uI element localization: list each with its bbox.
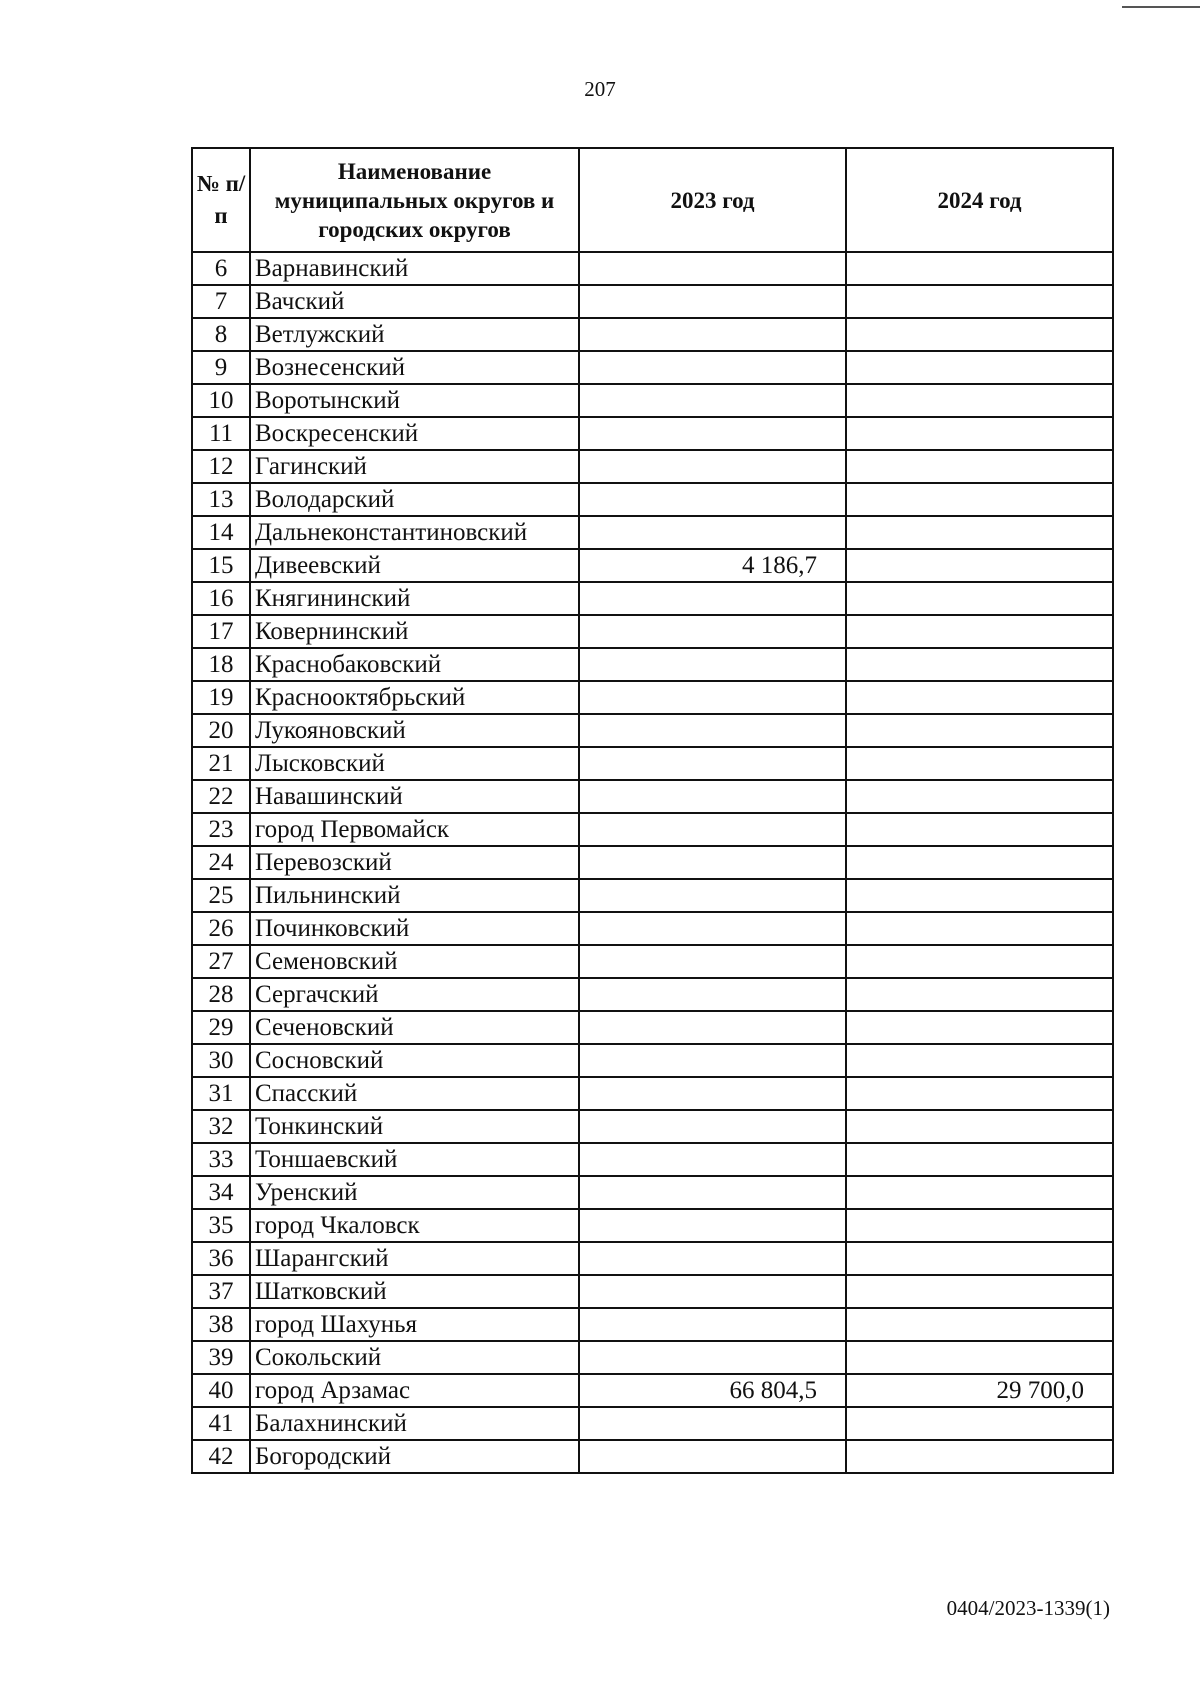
value-2024-cell xyxy=(846,1242,1113,1275)
table-row xyxy=(192,1275,1113,1308)
value-2023-cell xyxy=(579,417,846,450)
table-row xyxy=(192,747,1113,780)
value-2023-cell xyxy=(579,813,846,846)
row-number-cell: 13 xyxy=(192,483,250,516)
municipality-name-cell: Вачский xyxy=(250,285,579,318)
row-number-cell: 25 xyxy=(192,879,250,912)
table-row xyxy=(192,681,1113,714)
value-2023-cell xyxy=(579,384,846,417)
row-number-cell: 24 xyxy=(192,846,250,879)
value-2023-cell xyxy=(579,1440,846,1473)
municipality-name-cell: Краснобаковский xyxy=(250,648,579,681)
value-2023-cell xyxy=(579,285,846,318)
header-row-number: № п/п xyxy=(192,148,250,252)
value-2023-cell xyxy=(579,615,846,648)
table-row xyxy=(192,945,1113,978)
header-year-2024: 2024 год xyxy=(846,148,1113,252)
municipality-name-cell: город Арзамас xyxy=(250,1374,579,1407)
table-row xyxy=(192,978,1113,1011)
value-2024-cell xyxy=(846,912,1113,945)
municipality-name-cell: город Чкаловск xyxy=(250,1209,579,1242)
row-number-cell: 20 xyxy=(192,714,250,747)
corner-mark xyxy=(1122,6,1200,8)
table-row xyxy=(192,1374,1113,1407)
table-row xyxy=(192,1044,1113,1077)
table-row xyxy=(192,780,1113,813)
table-row xyxy=(192,351,1113,384)
row-number-cell: 36 xyxy=(192,1242,250,1275)
row-number-cell: 38 xyxy=(192,1308,250,1341)
municipality-name-cell: Починковский xyxy=(250,912,579,945)
row-number-cell: 35 xyxy=(192,1209,250,1242)
municipality-name-cell: Тонкинский xyxy=(250,1110,579,1143)
value-2023-cell xyxy=(579,747,846,780)
municipality-name-cell: Дальнеконстантиновский xyxy=(250,516,579,549)
row-number-cell: 37 xyxy=(192,1275,250,1308)
value-2023-cell xyxy=(579,516,846,549)
municipality-name-cell: Княгининский xyxy=(250,582,579,615)
row-number-cell: 18 xyxy=(192,648,250,681)
row-number-cell: 6 xyxy=(192,252,250,285)
municipality-name-cell: Володарский xyxy=(250,483,579,516)
value-2024-cell xyxy=(846,417,1113,450)
table-row xyxy=(192,1308,1113,1341)
value-2023-cell xyxy=(579,582,846,615)
value-2023-cell xyxy=(579,1044,846,1077)
municipality-name-cell: Воскресенский xyxy=(250,417,579,450)
row-number-cell: 10 xyxy=(192,384,250,417)
row-number-cell: 31 xyxy=(192,1077,250,1110)
municipality-name-cell: Лукояновский xyxy=(250,714,579,747)
municipality-name-cell: Шарангский xyxy=(250,1242,579,1275)
value-2023-cell xyxy=(579,648,846,681)
value-2023-cell xyxy=(579,1143,846,1176)
municipality-name-cell: Перевозский xyxy=(250,846,579,879)
value-2024-cell xyxy=(846,681,1113,714)
table-row xyxy=(192,483,1113,516)
value-2023-cell xyxy=(579,1209,846,1242)
municipality-name-cell: Богородский xyxy=(250,1440,579,1473)
table-row xyxy=(192,582,1113,615)
table-row xyxy=(192,549,1113,582)
value-2023-cell xyxy=(579,978,846,1011)
table-row xyxy=(192,516,1113,549)
value-2023-cell xyxy=(579,912,846,945)
value-2023-cell xyxy=(579,1242,846,1275)
value-2023-cell xyxy=(579,780,846,813)
value-2024-cell: 29 700,0 xyxy=(846,1374,1113,1407)
value-2024-cell xyxy=(846,1275,1113,1308)
row-number-cell: 15 xyxy=(192,549,250,582)
value-2024-cell xyxy=(846,648,1113,681)
table-row xyxy=(192,384,1113,417)
municipality-name-cell: Сеченовский xyxy=(250,1011,579,1044)
row-number-cell: 33 xyxy=(192,1143,250,1176)
municipality-name-cell: Ковернинский xyxy=(250,615,579,648)
table-row xyxy=(192,417,1113,450)
municipality-name-cell: Навашинский xyxy=(250,780,579,813)
value-2024-cell xyxy=(846,945,1113,978)
value-2024-cell xyxy=(846,351,1113,384)
municipality-name-cell: Семеновский xyxy=(250,945,579,978)
row-number-cell: 14 xyxy=(192,516,250,549)
value-2023-cell xyxy=(579,450,846,483)
table-row xyxy=(192,1440,1113,1473)
row-number-cell: 12 xyxy=(192,450,250,483)
municipality-name-cell: Сокольский xyxy=(250,1341,579,1374)
municipality-name-cell: Ветлужский xyxy=(250,318,579,351)
row-number-cell: 28 xyxy=(192,978,250,1011)
table-row xyxy=(192,285,1113,318)
table-row xyxy=(192,879,1113,912)
value-2024-cell xyxy=(846,1044,1113,1077)
row-number-cell: 11 xyxy=(192,417,250,450)
table-row xyxy=(192,1341,1113,1374)
table-row xyxy=(192,1209,1113,1242)
value-2024-cell xyxy=(846,285,1113,318)
municipality-name-cell: Лысковский xyxy=(250,747,579,780)
value-2023-cell xyxy=(579,1407,846,1440)
value-2024-cell xyxy=(846,1011,1113,1044)
value-2023-cell xyxy=(579,1011,846,1044)
row-number-cell: 27 xyxy=(192,945,250,978)
page-number: 207 xyxy=(584,77,616,101)
value-2023-cell xyxy=(579,714,846,747)
value-2023-cell xyxy=(579,1308,846,1341)
municipality-name-cell: город Шахунья xyxy=(250,1308,579,1341)
table-row xyxy=(192,813,1113,846)
value-2023-cell xyxy=(579,1275,846,1308)
value-2023-cell xyxy=(579,945,846,978)
value-2023-cell xyxy=(579,351,846,384)
municipality-name-cell: Тоншаевский xyxy=(250,1143,579,1176)
municipality-name-cell: Воротынский xyxy=(250,384,579,417)
value-2023-cell xyxy=(579,483,846,516)
value-2023-cell: 66 804,5 xyxy=(579,1374,846,1407)
table-row xyxy=(192,1077,1113,1110)
value-2023-cell xyxy=(579,1176,846,1209)
value-2023-cell xyxy=(579,1077,846,1110)
municipal-funding-table xyxy=(191,147,1114,1474)
municipality-name-cell: Вознесенский xyxy=(250,351,579,384)
value-2024-cell xyxy=(846,549,1113,582)
row-number-cell: 26 xyxy=(192,912,250,945)
value-2024-cell xyxy=(846,582,1113,615)
value-2024-cell xyxy=(846,813,1113,846)
value-2023-cell xyxy=(579,1341,846,1374)
table-row xyxy=(192,1242,1113,1275)
row-number-cell: 23 xyxy=(192,813,250,846)
table-row xyxy=(192,1110,1113,1143)
municipality-name-cell: Краснооктябрьский xyxy=(250,681,579,714)
value-2024-cell xyxy=(846,615,1113,648)
row-number-cell: 30 xyxy=(192,1044,250,1077)
value-2024-cell xyxy=(846,846,1113,879)
value-2023-cell xyxy=(579,252,846,285)
row-number-cell: 17 xyxy=(192,615,250,648)
value-2023-cell xyxy=(579,681,846,714)
table-row xyxy=(192,846,1113,879)
row-number-cell: 9 xyxy=(192,351,250,384)
row-number-cell: 34 xyxy=(192,1176,250,1209)
table-row xyxy=(192,912,1113,945)
municipality-name-cell: город Первомайск xyxy=(250,813,579,846)
municipality-name-cell: Гагинский xyxy=(250,450,579,483)
table-row xyxy=(192,1143,1113,1176)
header-municipality-name: Наименование муниципальных округов и городских округов xyxy=(250,148,579,252)
value-2024-cell xyxy=(846,318,1113,351)
value-2024-cell xyxy=(846,747,1113,780)
row-number-cell: 39 xyxy=(192,1341,250,1374)
value-2024-cell xyxy=(846,1440,1113,1473)
municipality-name-cell: Сосновский xyxy=(250,1044,579,1077)
municipality-name-cell: Сергачский xyxy=(250,978,579,1011)
value-2024-cell xyxy=(846,384,1113,417)
row-number-cell: 29 xyxy=(192,1011,250,1044)
row-number-cell: 40 xyxy=(192,1374,250,1407)
row-number-cell: 41 xyxy=(192,1407,250,1440)
row-number-cell: 32 xyxy=(192,1110,250,1143)
value-2024-cell xyxy=(846,1077,1113,1110)
document-code: 0404/2023-1339(1) xyxy=(946,1596,1110,1620)
value-2024-cell xyxy=(846,516,1113,549)
row-number-cell: 22 xyxy=(192,780,250,813)
value-2023-cell xyxy=(579,318,846,351)
value-2023-cell xyxy=(579,879,846,912)
value-2023-cell xyxy=(579,1110,846,1143)
municipality-name-cell: Уренский xyxy=(250,1176,579,1209)
value-2024-cell xyxy=(846,252,1113,285)
value-2024-cell xyxy=(846,1209,1113,1242)
table-row xyxy=(192,318,1113,351)
value-2024-cell xyxy=(846,978,1113,1011)
value-2024-cell xyxy=(846,780,1113,813)
municipality-name-cell: Балахнинский xyxy=(250,1407,579,1440)
row-number-cell: 7 xyxy=(192,285,250,318)
municipality-name-cell: Шатковский xyxy=(250,1275,579,1308)
table-row xyxy=(192,1407,1113,1440)
value-2024-cell xyxy=(846,1308,1113,1341)
header-row xyxy=(192,148,1113,252)
header-year-2023: 2023 год xyxy=(579,148,846,252)
value-2024-cell xyxy=(846,450,1113,483)
value-2023-cell: 4 186,7 xyxy=(579,549,846,582)
value-2024-cell xyxy=(846,1143,1113,1176)
municipality-name-cell: Варнавинский xyxy=(250,252,579,285)
value-2024-cell xyxy=(846,1341,1113,1374)
value-2023-cell xyxy=(579,846,846,879)
row-number-cell: 16 xyxy=(192,582,250,615)
row-number-cell: 19 xyxy=(192,681,250,714)
value-2024-cell xyxy=(846,879,1113,912)
table-row xyxy=(192,714,1113,747)
table-body xyxy=(192,252,1113,1473)
municipality-name-cell: Спасский xyxy=(250,1077,579,1110)
row-number-cell: 8 xyxy=(192,318,250,351)
value-2024-cell xyxy=(846,1110,1113,1143)
municipality-name-cell: Дивеевский xyxy=(250,549,579,582)
table-row xyxy=(192,1011,1113,1044)
table-row xyxy=(192,1176,1113,1209)
table-row xyxy=(192,252,1113,285)
value-2024-cell xyxy=(846,1176,1113,1209)
municipality-name-cell: Пильнинский xyxy=(250,879,579,912)
table-row xyxy=(192,615,1113,648)
table-row xyxy=(192,648,1113,681)
row-number-cell: 42 xyxy=(192,1440,250,1473)
table-header xyxy=(192,148,1113,252)
value-2024-cell xyxy=(846,1407,1113,1440)
value-2024-cell xyxy=(846,483,1113,516)
value-2024-cell xyxy=(846,714,1113,747)
row-number-cell: 21 xyxy=(192,747,250,780)
table-row xyxy=(192,450,1113,483)
